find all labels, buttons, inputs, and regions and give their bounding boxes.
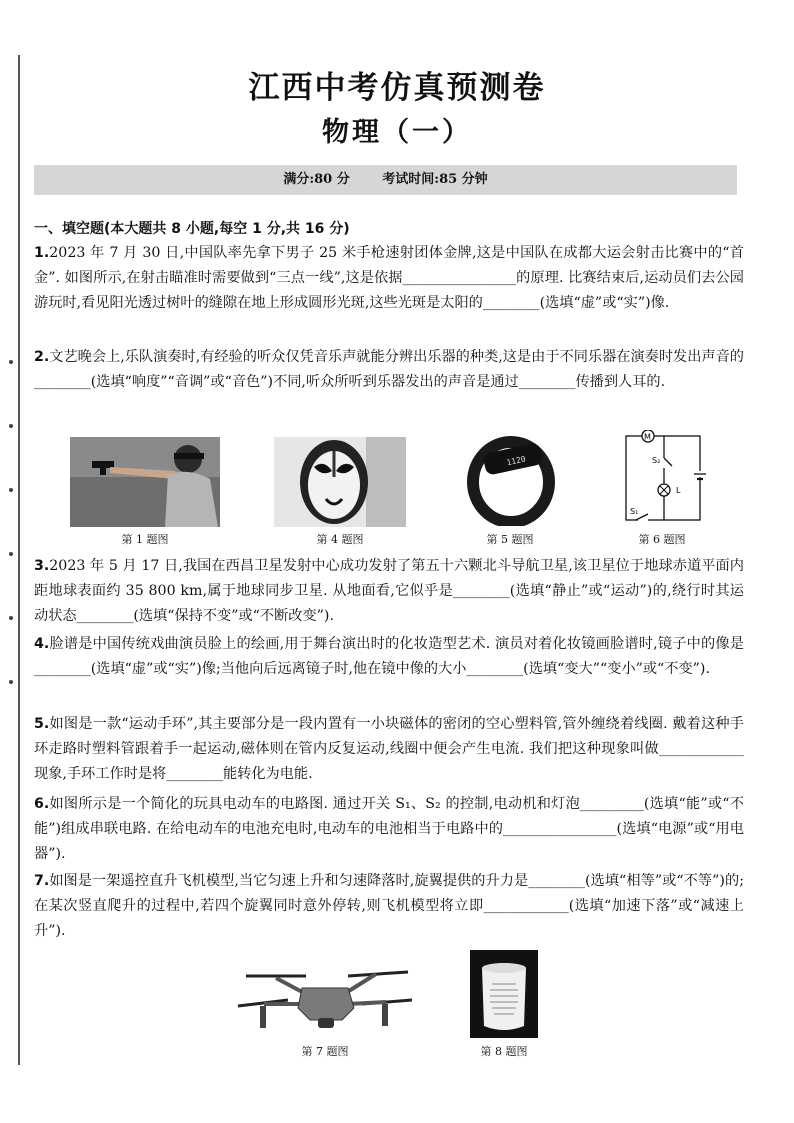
exam-info-bar [34, 165, 737, 195]
question-1 [34, 241, 744, 316]
fig7-caption: 第 7 题图 [301, 1045, 349, 1058]
question-text: 如图是一款“运动手环”,其主要部分是一段内置有一小块磁体的密闭的空心塑料管,管外缠绕着线圈. 戴着这种手环走路时塑料管跟着手一起运动,磁体则在管内反复运动,线圈中便会产生电流. 我们把这种现象叫做____________现象,手环工作时是将________能转化为电能. [34, 716, 744, 782]
question-7 [34, 869, 744, 944]
lamp-label: L [676, 486, 681, 495]
fig8-caption: 第 8 题图 [480, 1045, 528, 1058]
question-6 [34, 792, 744, 867]
circuit-diagram [612, 430, 708, 526]
question-number: 3. [34, 558, 50, 574]
question-4 [34, 632, 744, 682]
band-display-text: 1120 [505, 454, 527, 468]
section-title: 一、填空题(本大题共 8 小题,每空 1 分,共 16 分) [34, 221, 350, 237]
binding-line [18, 55, 20, 1065]
question-number: 1. [34, 245, 50, 261]
motor-label: M [644, 432, 651, 442]
fig6-caption: 第 6 题图 [638, 533, 686, 546]
fig1-caption: 第 1 题图 [121, 533, 169, 546]
binding-dots [6, 360, 16, 744]
question-number: 7. [34, 873, 50, 889]
fitness-band-photo [466, 434, 556, 526]
question-text: 如图所示是一个简化的玩具电动车的电路图. 通过开关 S₁、S₂ 的控制,电动机和灯泡_________(选填“能”或“不能”)组成串联电路. 在给电动车的电池充电时,电动车的电池相当于电路中的________________(选填“电源”或“用电器”). [34, 796, 744, 862]
question-number: 2. [34, 349, 50, 365]
switch-s2-label: S₂ [652, 456, 661, 465]
exam-subtitle: 物理（一） [322, 117, 472, 148]
fig5-caption: 第 5 题图 [486, 533, 534, 546]
question-text: 2023 年 7 月 30 日,中国队率先拿下男子 25 米手枪速射团体金牌,这是中国队在成都大运会射击比赛中的“首金”. 如图所示,在射击瞄准时需要做到“三点一线”,这是依据________________的原理. 比赛结束后,运动员们去公园游玩时,看见阳光透过树叶的缝隙在地上形成圆形光斑,这些光斑是太阳的________(选填“虚”或“实”)像. [34, 245, 744, 311]
full-score: 满分:80 分 [283, 172, 350, 187]
fig8-photo [470, 950, 538, 1038]
fig4-caption: 第 4 题图 [316, 533, 364, 546]
question-number: 5. [34, 716, 50, 732]
exam-time: 考试时间:85 分钟 [382, 172, 488, 187]
switch-s1-label: S₁ [630, 507, 639, 516]
question-text: 脸谱是中国传统戏曲演员脸上的绘画,用于舞台演出时的化妆造型艺术. 演员对着化妆镜画脸谱时,镜子中的像是________(选填“虚”或“实”)像;当他向后远离镜子时,他在镜中像的大小________(选填“变大”“变小”或“不变”). [34, 636, 744, 677]
question-text: 如图是一架遥控直升飞机模型,当它匀速上升和匀速降落时,旋翼提供的升力是________(选填“相等”或“不等”)的;在某次竖直爬升的过程中,若四个旋翼同时意外停转,则飞机模型将立即____________(选填“加速下落”或“减速上升”). [34, 873, 744, 939]
opera-mask-photo [274, 437, 406, 527]
question-3 [34, 554, 744, 629]
question-5 [34, 712, 744, 787]
drone-photo [236, 962, 414, 1036]
question-number: 6. [34, 796, 50, 812]
question-text: 文艺晚会上,乐队演奏时,有经验的听众仅凭音乐声就能分辨出乐器的种类,这是由于不同乐器在演奏时发出声音的________(选填“响度”“音调”或“音色”)不同,听众所听到乐器发出的声音是通过________传播到人耳的. [34, 349, 744, 390]
question-text: 2023 年 5 月 17 日,我国在西昌卫星发射中心成功发射了第五十六颗北斗导航卫星,该卫星位于地球赤道平面内距地球表面约 35 800 km,属于地球同步卫星. 从地面看,它似乎是________(选填“静止”或“运动”)的,绕行时其运动状态________(选填“保持不变”或“不断改变”). [34, 558, 744, 624]
exam-title: 江西中考仿真预测卷 [248, 70, 546, 106]
shooting-photo [70, 437, 220, 527]
question-2 [34, 345, 744, 395]
question-number: 4. [34, 636, 50, 652]
